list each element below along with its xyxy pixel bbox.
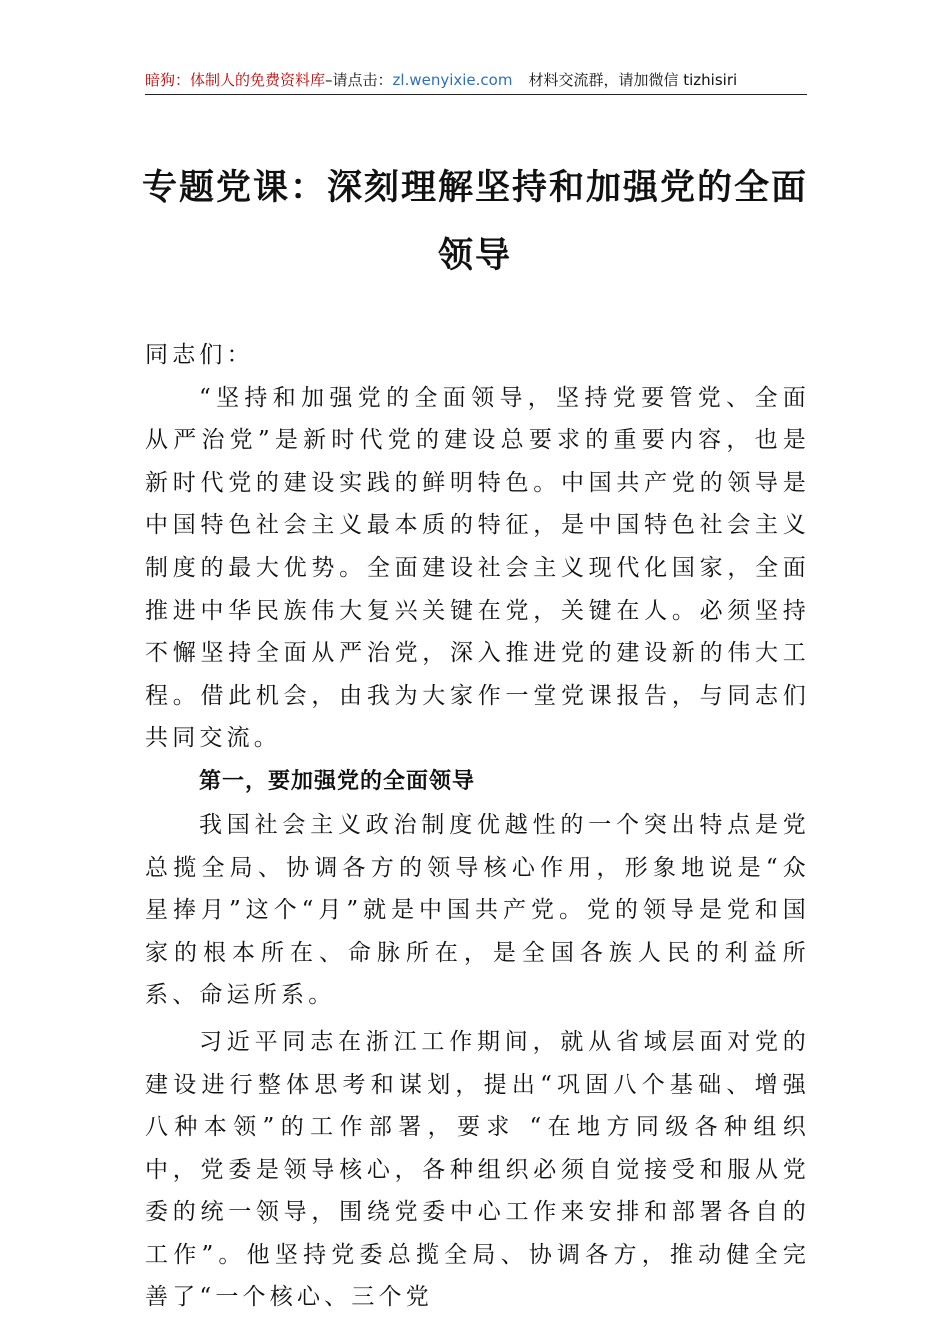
greeting: 同志们：	[145, 342, 254, 368]
page-header	[145, 68, 807, 95]
header-site-link[interactable]: zl.wenyixie.com	[392, 71, 513, 89]
paragraph-2: 习近平同志在浙江工作期间，就从省域层面对党的建设进行整体思考和谋划，提出“巩固八个基础、增强八种本领”的工作部署，要求 “在地方同级各种组织中，党委是领导核心，各种组织必须自觉接受和服从党委的统一领导，围绕党委中心工作来安排和部署各自的工作”。他坚持党委总揽全局、协调各方，推动健全完善了“一个核心、三个党	[145, 1028, 810, 1311]
section-heading-1: 第一，要加强党的全面领导	[199, 768, 476, 794]
intro-paragraph: “坚持和加强党的全面领导，坚持党要管党、全面从严治党”是新时代党的建设总要求的重要内容，也是新时代党的建设实践的鲜明特色。中国共产党的领导是中国特色社会主义最本质的特征，是中国特色社会主义制度的最大优势。全面建设社会主义现代化国家，全面推进中华民族伟大复兴关键在党，关键在人。必须坚持不懈坚持全面从严治党，深入推进党的建设新的伟大工程。借此机会，由我为大家作一堂党课报告，与同志们共同交流。	[145, 384, 810, 752]
header-brand: 暗狗：体制人的免费资料库	[145, 71, 326, 89]
paragraph-1: 我国社会主义政治制度优越性的一个突出特点是党总揽全局、协调各方的领导核心作用，形象地说是“众星捧月”这个“月”就是中国共产党。党的领导是党和国家的根本所在、命脉所在，是全国各族人民的利益所系、命运所系。	[145, 811, 810, 1009]
document-title-line-1: 专题党课：深刻理解坚持和加强党的全面	[141, 167, 808, 208]
document-title-line-2: 领导	[437, 235, 512, 276]
document-body	[145, 334, 810, 1319]
header-wechat-note: 材料交流群，请加微信 tizhisiri	[528, 71, 738, 89]
header-click-prefix: –请点击：	[325, 71, 393, 89]
